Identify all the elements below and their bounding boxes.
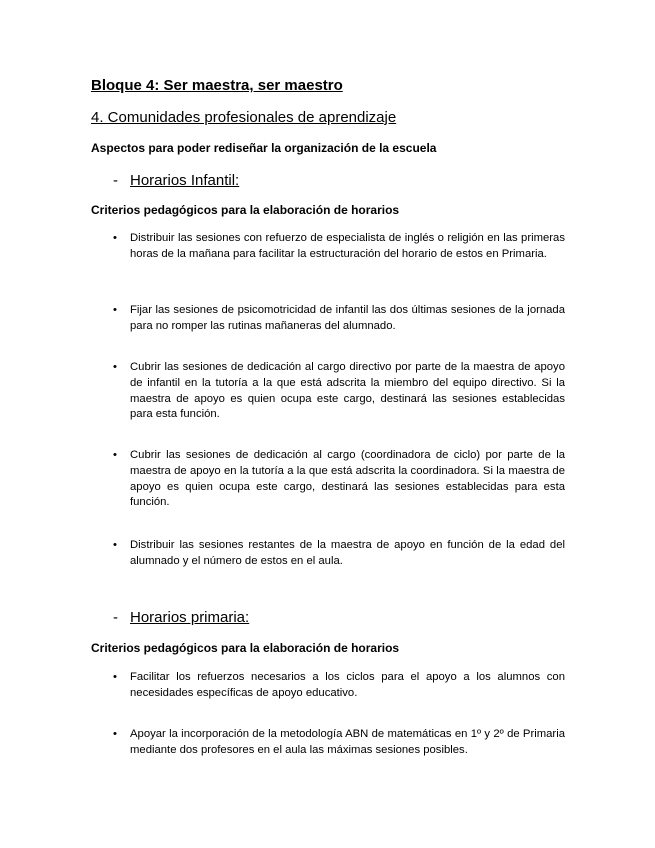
bullet-icon: • (113, 539, 117, 551)
section-heading-label: Horarios primaria: (130, 609, 250, 626)
criteria-heading-infantil: Criterios pedagógicos para la elaboración de horarios (91, 203, 400, 217)
bullet-icon: • (113, 671, 117, 683)
bullet-icon: • (113, 728, 117, 740)
section-heading-infantil (113, 172, 239, 189)
list-item-text: Distribuir las sesiones restantes de la maestra de apoyo en función de la edad del alumnado y el número de estos en el aula. (130, 539, 565, 567)
list-item (113, 670, 565, 702)
bullet-icon: • (113, 304, 117, 316)
list-item (113, 448, 565, 511)
bullet-icon: • (113, 449, 117, 461)
list-item (113, 538, 565, 570)
dash-marker: - (113, 609, 118, 626)
list-item (113, 727, 565, 759)
list-item-text: Apoyar la incorporación de la metodología ABN de matemáticas en 1º y 2º de Primaria mediante dos profesores en el aula las máximas sesiones posibles. (130, 728, 565, 756)
list-item-text: Fijar las sesiones de psicomotricidad de infantil las dos últimas sesiones de la jornada para no romper las rutinas mañaneras del alumnado. (130, 304, 565, 332)
bullet-icon: • (113, 361, 117, 373)
dash-marker: - (113, 172, 118, 189)
block-title: Bloque 4: Ser maestra, ser maestro (91, 77, 343, 94)
section-heading-label: Horarios Infantil: (130, 172, 240, 189)
bullet-icon: • (113, 232, 117, 244)
list-item (113, 231, 565, 263)
section-heading-primaria (113, 609, 249, 626)
unit-title: 4. Comunidades profesionales de aprendizaje (91, 109, 397, 126)
list-item-text: Cubrir las sesiones de dedicación al cargo (coordinadora de ciclo) por parte de la maestra de apoyo en la tutoría a la que está adscrita la coordinadora. Si la maestra de apoyo es quien ocupa este cargo, destinará las sesiones establecidas para esta función. (130, 449, 565, 509)
list-item-text: Cubrir las sesiones de dedicación al cargo directivo por parte de la maestra de apoyo de infantil en la tutoría a la que está adscrita la miembro del equipo directivo. Si la maestra de apoyo es quien ocupa este cargo, destinará las sesiones establecidas para esta función. (130, 361, 565, 421)
aspects-heading: Aspectos para poder rediseñar la organización de la escuela (91, 141, 437, 155)
list-item-text: Facilitar los refuerzos necesarios a los ciclos para el apoyo a los alumnos con necesidades específicas de apoyo educativo. (130, 671, 565, 699)
list-item (113, 303, 565, 335)
criteria-heading-primaria: Criterios pedagógicos para la elaboración de horarios (91, 641, 400, 655)
list-item-text: Distribuir las sesiones con refuerzo de especialista de inglés o religión en las primeras horas de la mañana para facilitar la estructuración del horario de estos en Primaria. (130, 232, 565, 260)
list-item (113, 360, 565, 423)
